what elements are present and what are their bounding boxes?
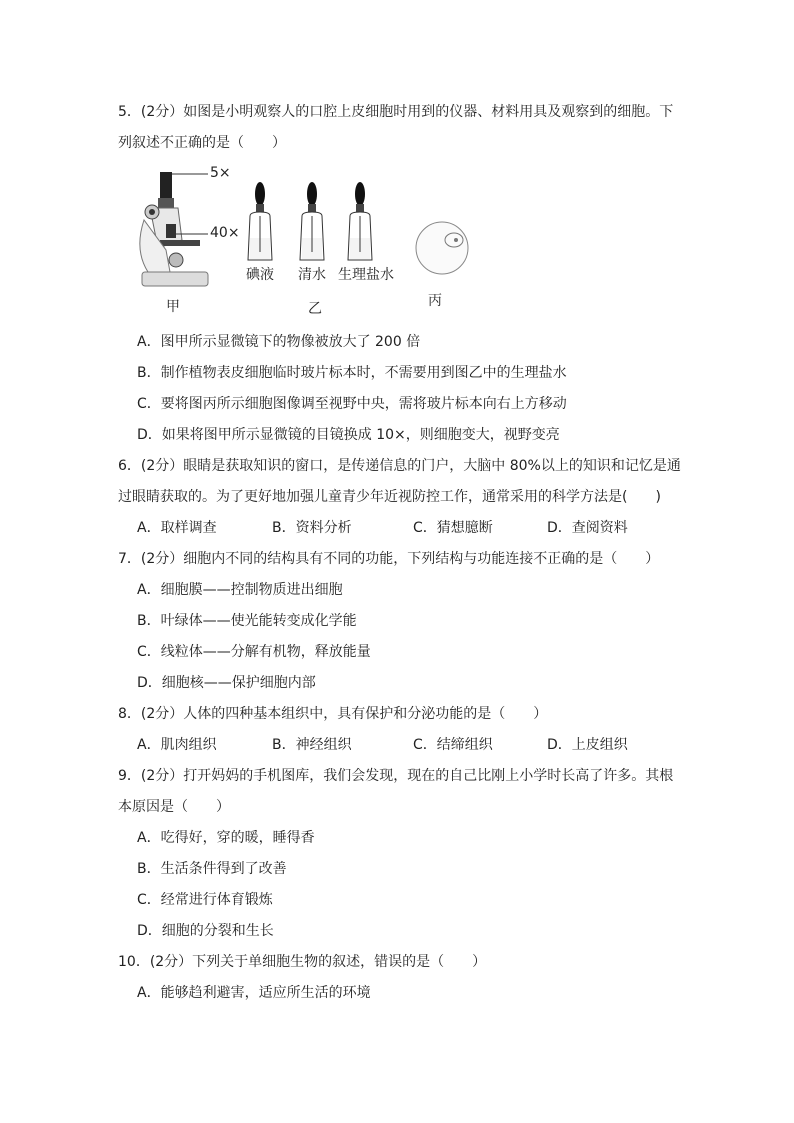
q8-option-a[interactable]: A．肌肉组织 [137, 737, 217, 753]
q8-option-d[interactable]: D．上皮组织 [547, 737, 628, 753]
q8-option-b[interactable]: B．神经组织 [272, 737, 352, 753]
q7-option-a[interactable]: A．细胞膜——控制物质进出细胞 [137, 582, 343, 598]
q6-option-a[interactable]: A．取样调查 [137, 520, 217, 536]
q9-stem-line2: 本原因是（ ） [118, 799, 230, 815]
q7-option-c[interactable]: C．线粒体——分解有机物，释放能量 [137, 644, 371, 660]
q7-option-b[interactable]: B．叶绿体——使光能转变成化学能 [137, 613, 357, 629]
figure-label-bing: 丙 [428, 293, 442, 309]
field-of-view-icon [416, 222, 468, 274]
q8-options-row [137, 735, 697, 755]
q5-stem-line2: 列叙述不正确的是（ ） [118, 135, 286, 151]
q8-option-c[interactable]: C．结缔组织 [413, 737, 493, 753]
q6-stem-line2: 过眼睛获取的。为了更好地加强儿童青少年近视防控工作，通常采用的科学方法是( ) [118, 489, 661, 505]
figure-label-jia: 甲 [166, 299, 180, 315]
q6-option-c[interactable]: C．猜想臆断 [413, 520, 493, 536]
iodine-label: 碘液 [246, 267, 274, 283]
saline-label: 生理盐水 [338, 267, 394, 283]
q6-stem-line1: 6．(2分）眼睛是获取知识的窗口，是传递信息的门户，大脑中 80%以上的知识和记忆是通 [118, 458, 681, 474]
iodine-bottle-icon [248, 182, 272, 260]
saline-bottle-icon [348, 182, 372, 260]
q9-stem-line1: 9．(2分）打开妈妈的手机图库，我们会发现，现在的自己比刚上小学时长高了许多。其根 [118, 768, 674, 784]
q9-option-d[interactable]: D．细胞的分裂和生长 [137, 923, 274, 939]
q5-option-b[interactable]: B．制作植物表皮细胞临时玻片标本时，不需要用到图乙中的生理盐水 [137, 365, 567, 381]
figure-label-yi: 乙 [308, 301, 322, 317]
q10-option-a[interactable]: A．能够趋利避害，适应所生活的环境 [137, 985, 371, 1001]
q7-option-d[interactable]: D．细胞核——保护细胞内部 [137, 675, 316, 691]
water-label: 清水 [298, 267, 326, 283]
q10-stem: 10．(2分）下列关于单细胞生物的叙述，错误的是（ ） [118, 954, 487, 970]
eyepiece-magnification-label: 5× [210, 165, 231, 181]
q5-stem-line1: 5．(2分）如图是小明观察人的口腔上皮细胞时用到的仪器、材料用具及观察到的细胞。下 [118, 104, 674, 120]
q6-option-d[interactable]: D．查阅资料 [547, 520, 628, 536]
q8-stem: 8．(2分）人体的四种基本组织中，具有保护和分泌功能的是（ ） [118, 706, 548, 722]
microscope-icon [140, 172, 208, 286]
q6-option-b[interactable]: B．资料分析 [272, 520, 352, 536]
q7-stem: 7．(2分）细胞内不同的结构具有不同的功能，下列结构与功能连接不正确的是（ ） [118, 551, 660, 567]
q5-option-a[interactable]: A．图甲所示显微镜下的物像被放大了 200 倍 [137, 334, 421, 350]
q9-option-c[interactable]: C．经常进行体育锻炼 [137, 892, 273, 908]
q6-options-row [137, 518, 697, 538]
q5-figure [130, 160, 490, 320]
water-bottle-icon [300, 182, 324, 260]
q9-option-a[interactable]: A．吃得好，穿的暖，睡得香 [137, 830, 315, 846]
q5-option-d[interactable]: D．如果将图甲所示显微镜的目镜换成 10×，则细胞变大，视野变亮 [137, 427, 560, 443]
q9-option-b[interactable]: B．生活条件得到了改善 [137, 861, 287, 877]
q5-option-c[interactable]: C．要将图丙所示细胞图像调至视野中央，需将玻片标本向右上方移动 [137, 396, 567, 412]
objective-magnification-label: 40× [210, 225, 240, 241]
